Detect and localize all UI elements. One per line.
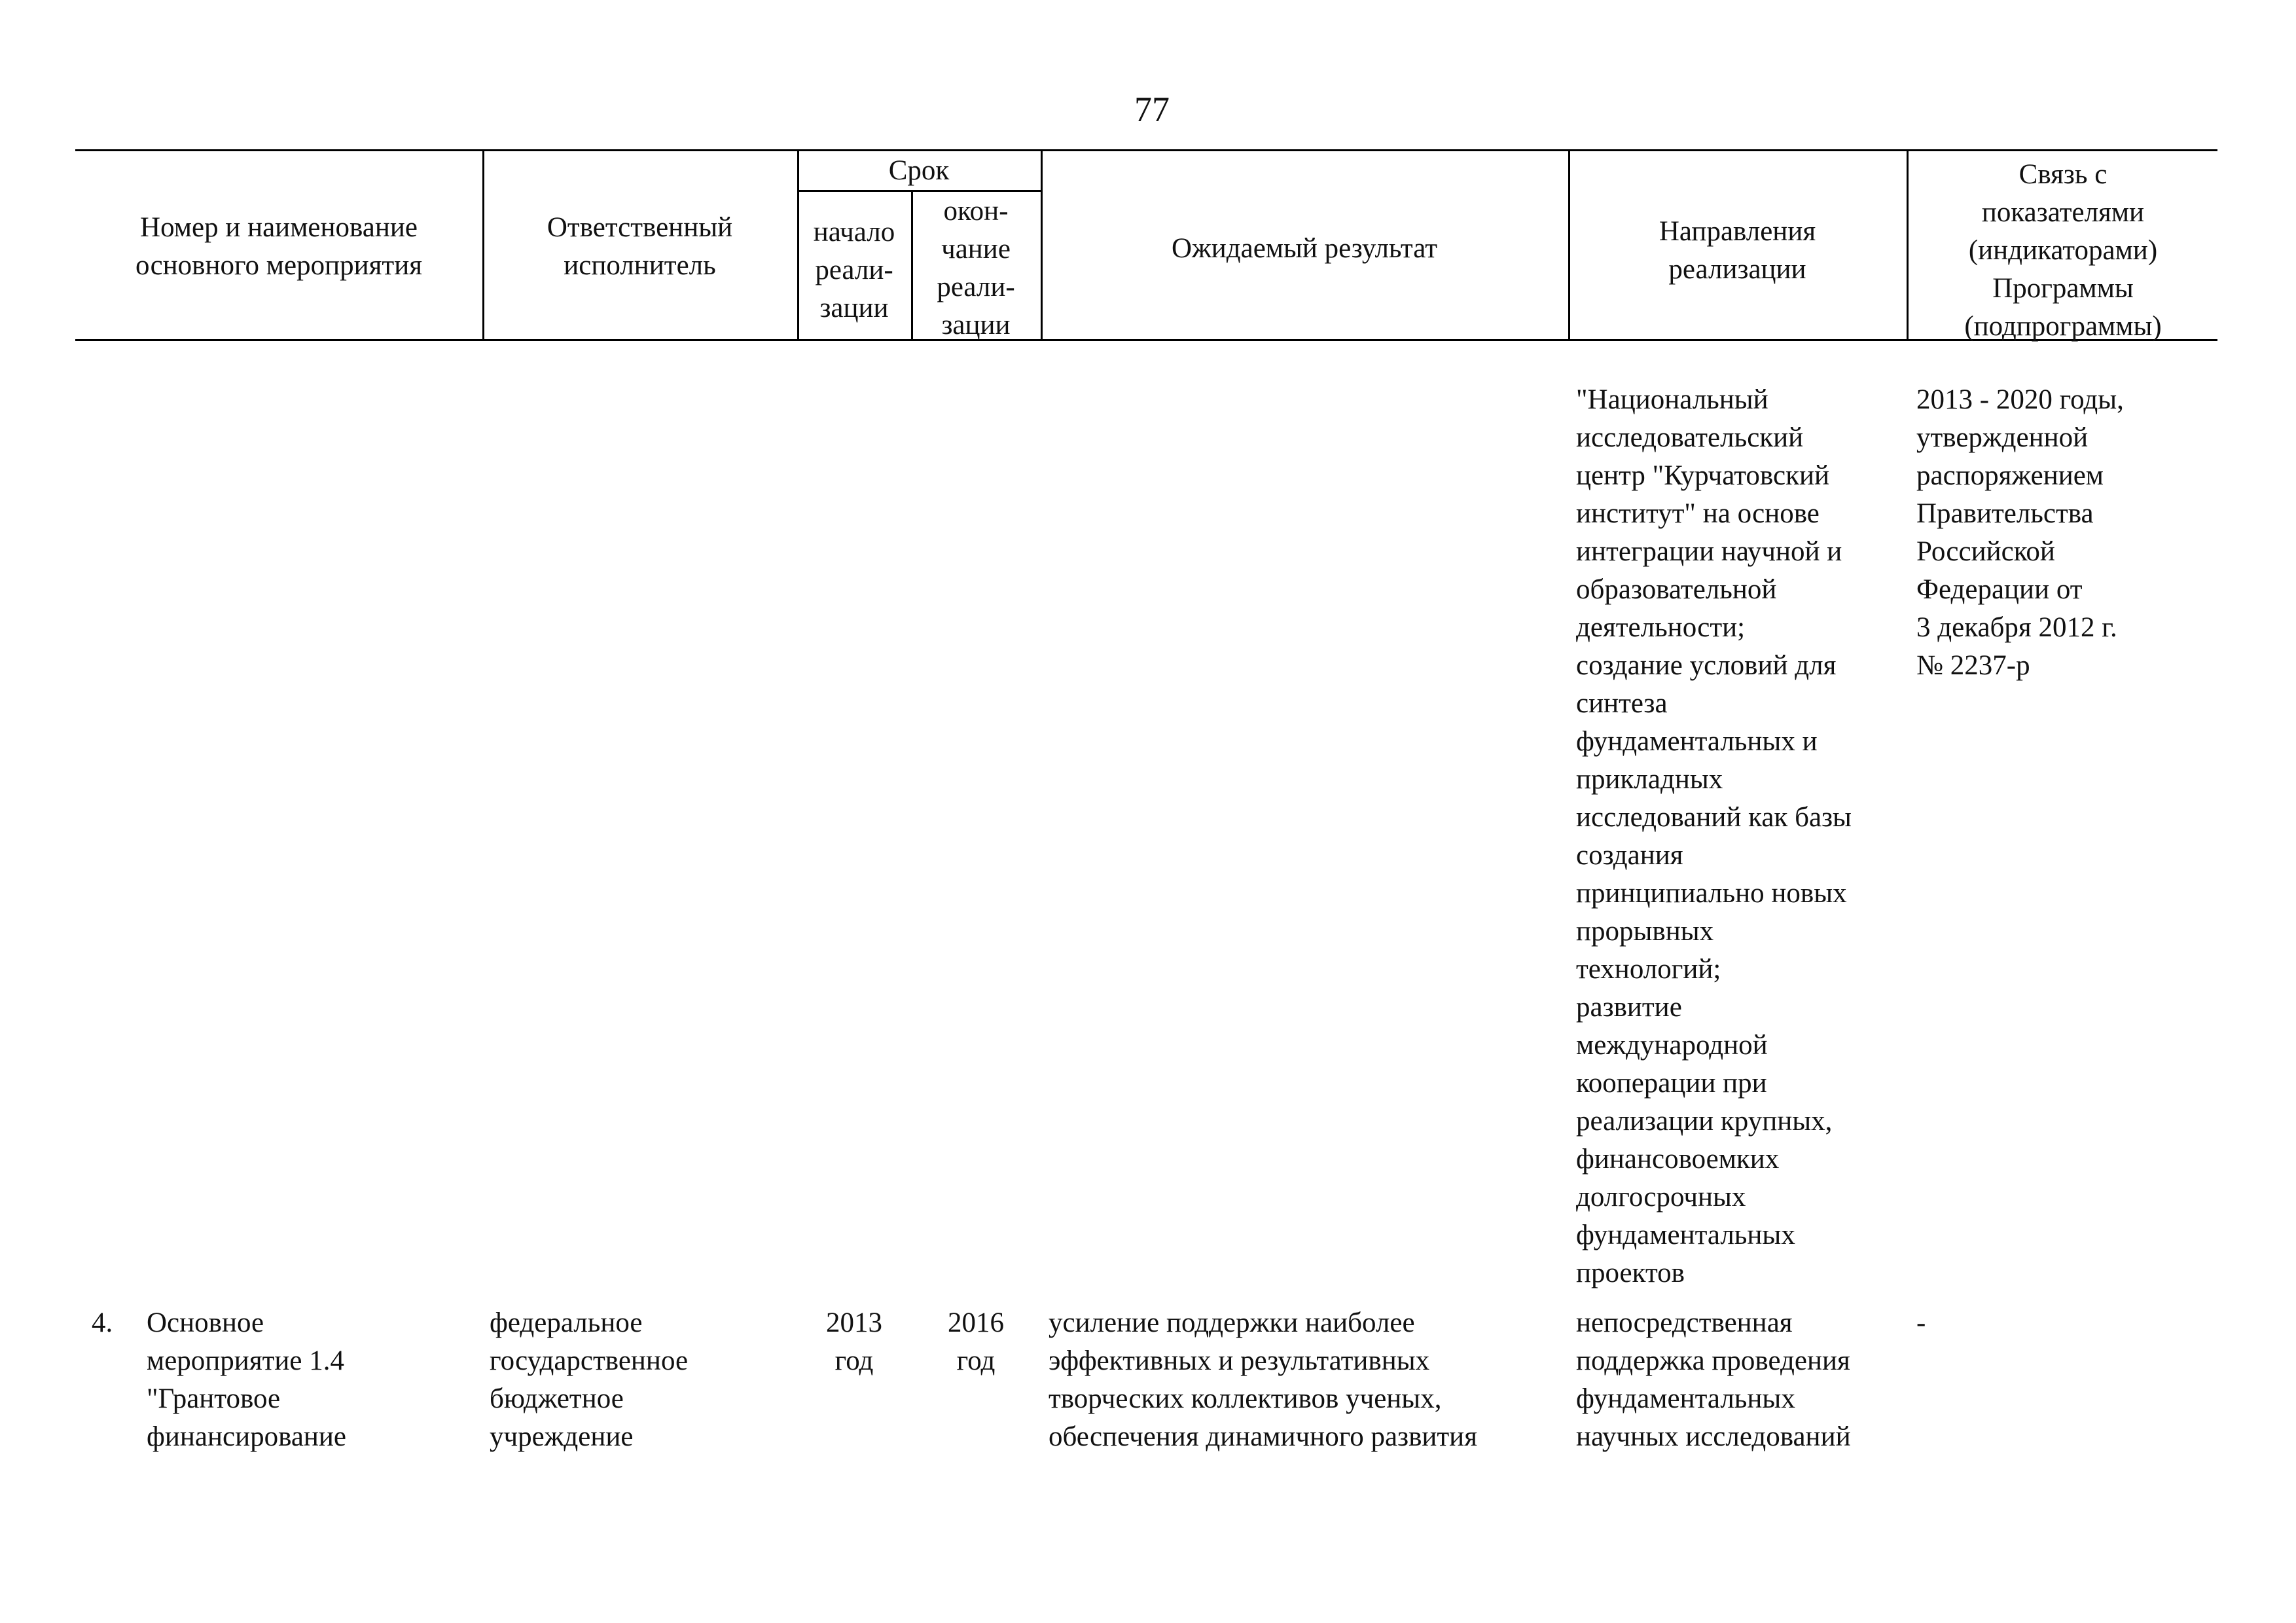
- header-measure-name: Номер и наименование основного мероприятия: [135, 212, 422, 281]
- row4-measure-name: Основное мероприятие 1.4 "Грантовое финансирование: [147, 1307, 347, 1452]
- continued-indicators-link: 2013 - 2020 годы, утвержденной распоряжением Правительства Российской Федерации от 3 декабря 2012 г. № 2237-р: [1916, 384, 2124, 681]
- page-number: 77: [1134, 90, 1170, 129]
- term-subheader-rule: [797, 190, 1041, 192]
- row4-start: 2013 год: [826, 1307, 882, 1376]
- header-term: Срок: [888, 155, 950, 186]
- row4-number: 4.: [92, 1307, 113, 1338]
- header-indicators-link: Связь с показателями (индикаторами) Программы (подпрограммы): [1964, 159, 2162, 342]
- header-end: окон- чание реали- зации: [937, 196, 1015, 340]
- table-top-rule: [75, 149, 2217, 151]
- row4-end: 2016 год: [948, 1307, 1004, 1376]
- row4-expected-result: усиление поддержки наиболее эффективных и результативных творческих коллективов ученых, обеспечения динамичного развития: [1049, 1307, 1477, 1452]
- header-executor: Ответственный исполнитель: [547, 212, 733, 281]
- row4-directions: непосредственная поддержка проведения фундаментальных научных исследований: [1576, 1307, 1851, 1452]
- header-bottom-rule: [75, 339, 2217, 341]
- continued-directions: "Национальный исследовательский центр "Курчатовский институт" на основе интеграции научной и образовательной деятельности; создание условий для синтеза фундаментальных и прикладных исследований как базы создания принципиально новых прорывных технологий; развитие международной кооперации при реализации крупных, финансовоемких долгосрочных фундаментальных проектов: [1576, 384, 1852, 1288]
- header-start: начало реали- зации: [813, 217, 895, 323]
- row4-executor: федеральное государственное бюджетное учреждение: [490, 1307, 689, 1452]
- header-directions: Направления реализации: [1659, 216, 1816, 285]
- header-expected-result: Ожидаемый результат: [1171, 233, 1437, 264]
- row4-indicators-link: -: [1916, 1307, 1926, 1338]
